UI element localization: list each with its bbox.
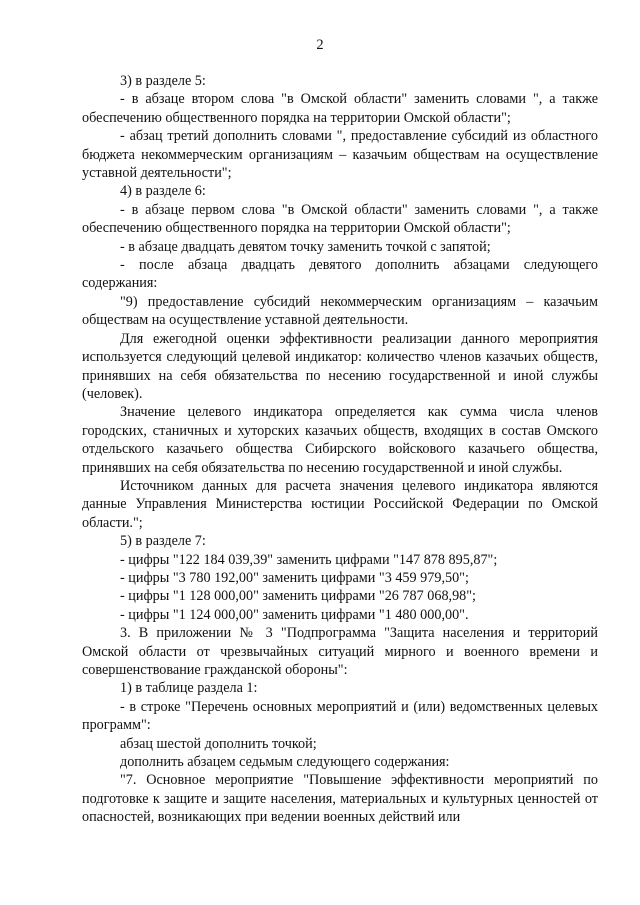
paragraph-appendix3-heading: 3. В приложении № 3 "Подпрограмма "Защита населения и территорий Омской области от чрезвычайных ситуаций мирного и военного времени и совершенствование гражданской обороны": [82,625,598,678]
paragraph-section6-heading: 4) в разделе 6: [120,183,206,200]
paragraph-section6-item1: - в абзаце первом слова "в Омской области" заменить словами ", а также обеспечению общественного порядка на территории Омской области"; [82,201,598,237]
document-body [82,72,598,827]
paragraph-section5-heading: 3) в разделе 5: [120,73,206,89]
paragraph-indicator-source: Источником данных для расчета значения целевого индикатора являются данные Управления Министерства юстиции Российской Федерации по Омской области."; [82,477,598,531]
paragraph-section7-figure2: - цифры "3 780 192,00" заменить цифрами "3 459 979,50"; [120,569,469,586]
paragraph-section6-item2: - в абзаце двадцать девятом точку заменить точкой с запятой; [120,238,491,255]
paragraph-add-seventh: дополнить абзацем седьмым следующего содержания: [120,754,450,771]
paragraph-section7-figure4: - цифры "1 124 000,00" заменить цифрами "1 480 000,00". [120,606,469,623]
paragraph-section7-heading: 5) в разделе 7: [120,533,206,550]
paragraph-row-measures: - в строке "Перечень основных мероприятий и (или) ведомственных целевых программ": [82,698,598,734]
paragraph-main-measure-7: "7. Основное мероприятие "Повышение эффективности мероприятий по подготовке к защите и защите населения, материальных и культурных ценностей от опасностей, возникающих при ведении военных действий или [82,772,598,826]
paragraph-section7-figure1: - цифры "122 184 039,39" заменить цифрами "147 878 895,87"; [120,551,498,568]
page-number: 2 [316,37,324,53]
paragraph-section5-item2: - абзац третий дополнить словами ", предоставление субсидий из областного бюджета некоммерческим организациям – казачьим обществам на осуществление уставной деятельности"; [82,128,598,182]
paragraph-indicator-value: Значение целевого индикатора определяется как сумма числа членов городских, станичных и хуторских казачьих обществ, входящих в состав Омского отдельского казачьего общества Сибирского войскового казачьего общества, принявших на себя обязательства по несению государственной и иной службы. [82,404,598,476]
paragraph-sixth-abzac: абзац шестой дополнить точкой; [120,735,317,752]
paragraph-table-section1: 1) в таблице раздела 1: [120,680,258,697]
paragraph-section5-item1: - в абзаце втором слова "в Омской области" заменить словами ", а также обеспечению общественного порядка на территории Омской области"; [82,91,598,126]
paragraph-section6-item3: - после абзаца двадцать девятого дополнить абзацами следующего содержания: [82,257,598,292]
paragraph-subsidy-item9: "9) предоставление субсидий некоммерческим организациям – казачьим обществам на осуществление уставной деятельности. [82,293,598,329]
paragraph-indicator-evaluation: Для ежегодной оценки эффективности реализации данного мероприятия используется следующий целевой индикатор: количество членов казачьих обществ, принявших на себя обязательства по несению государственной и иной службы (человек). [82,330,598,402]
paragraph-section7-figure3: - цифры "1 128 000,00" заменить цифрами "26 787 068,98"; [120,588,477,605]
